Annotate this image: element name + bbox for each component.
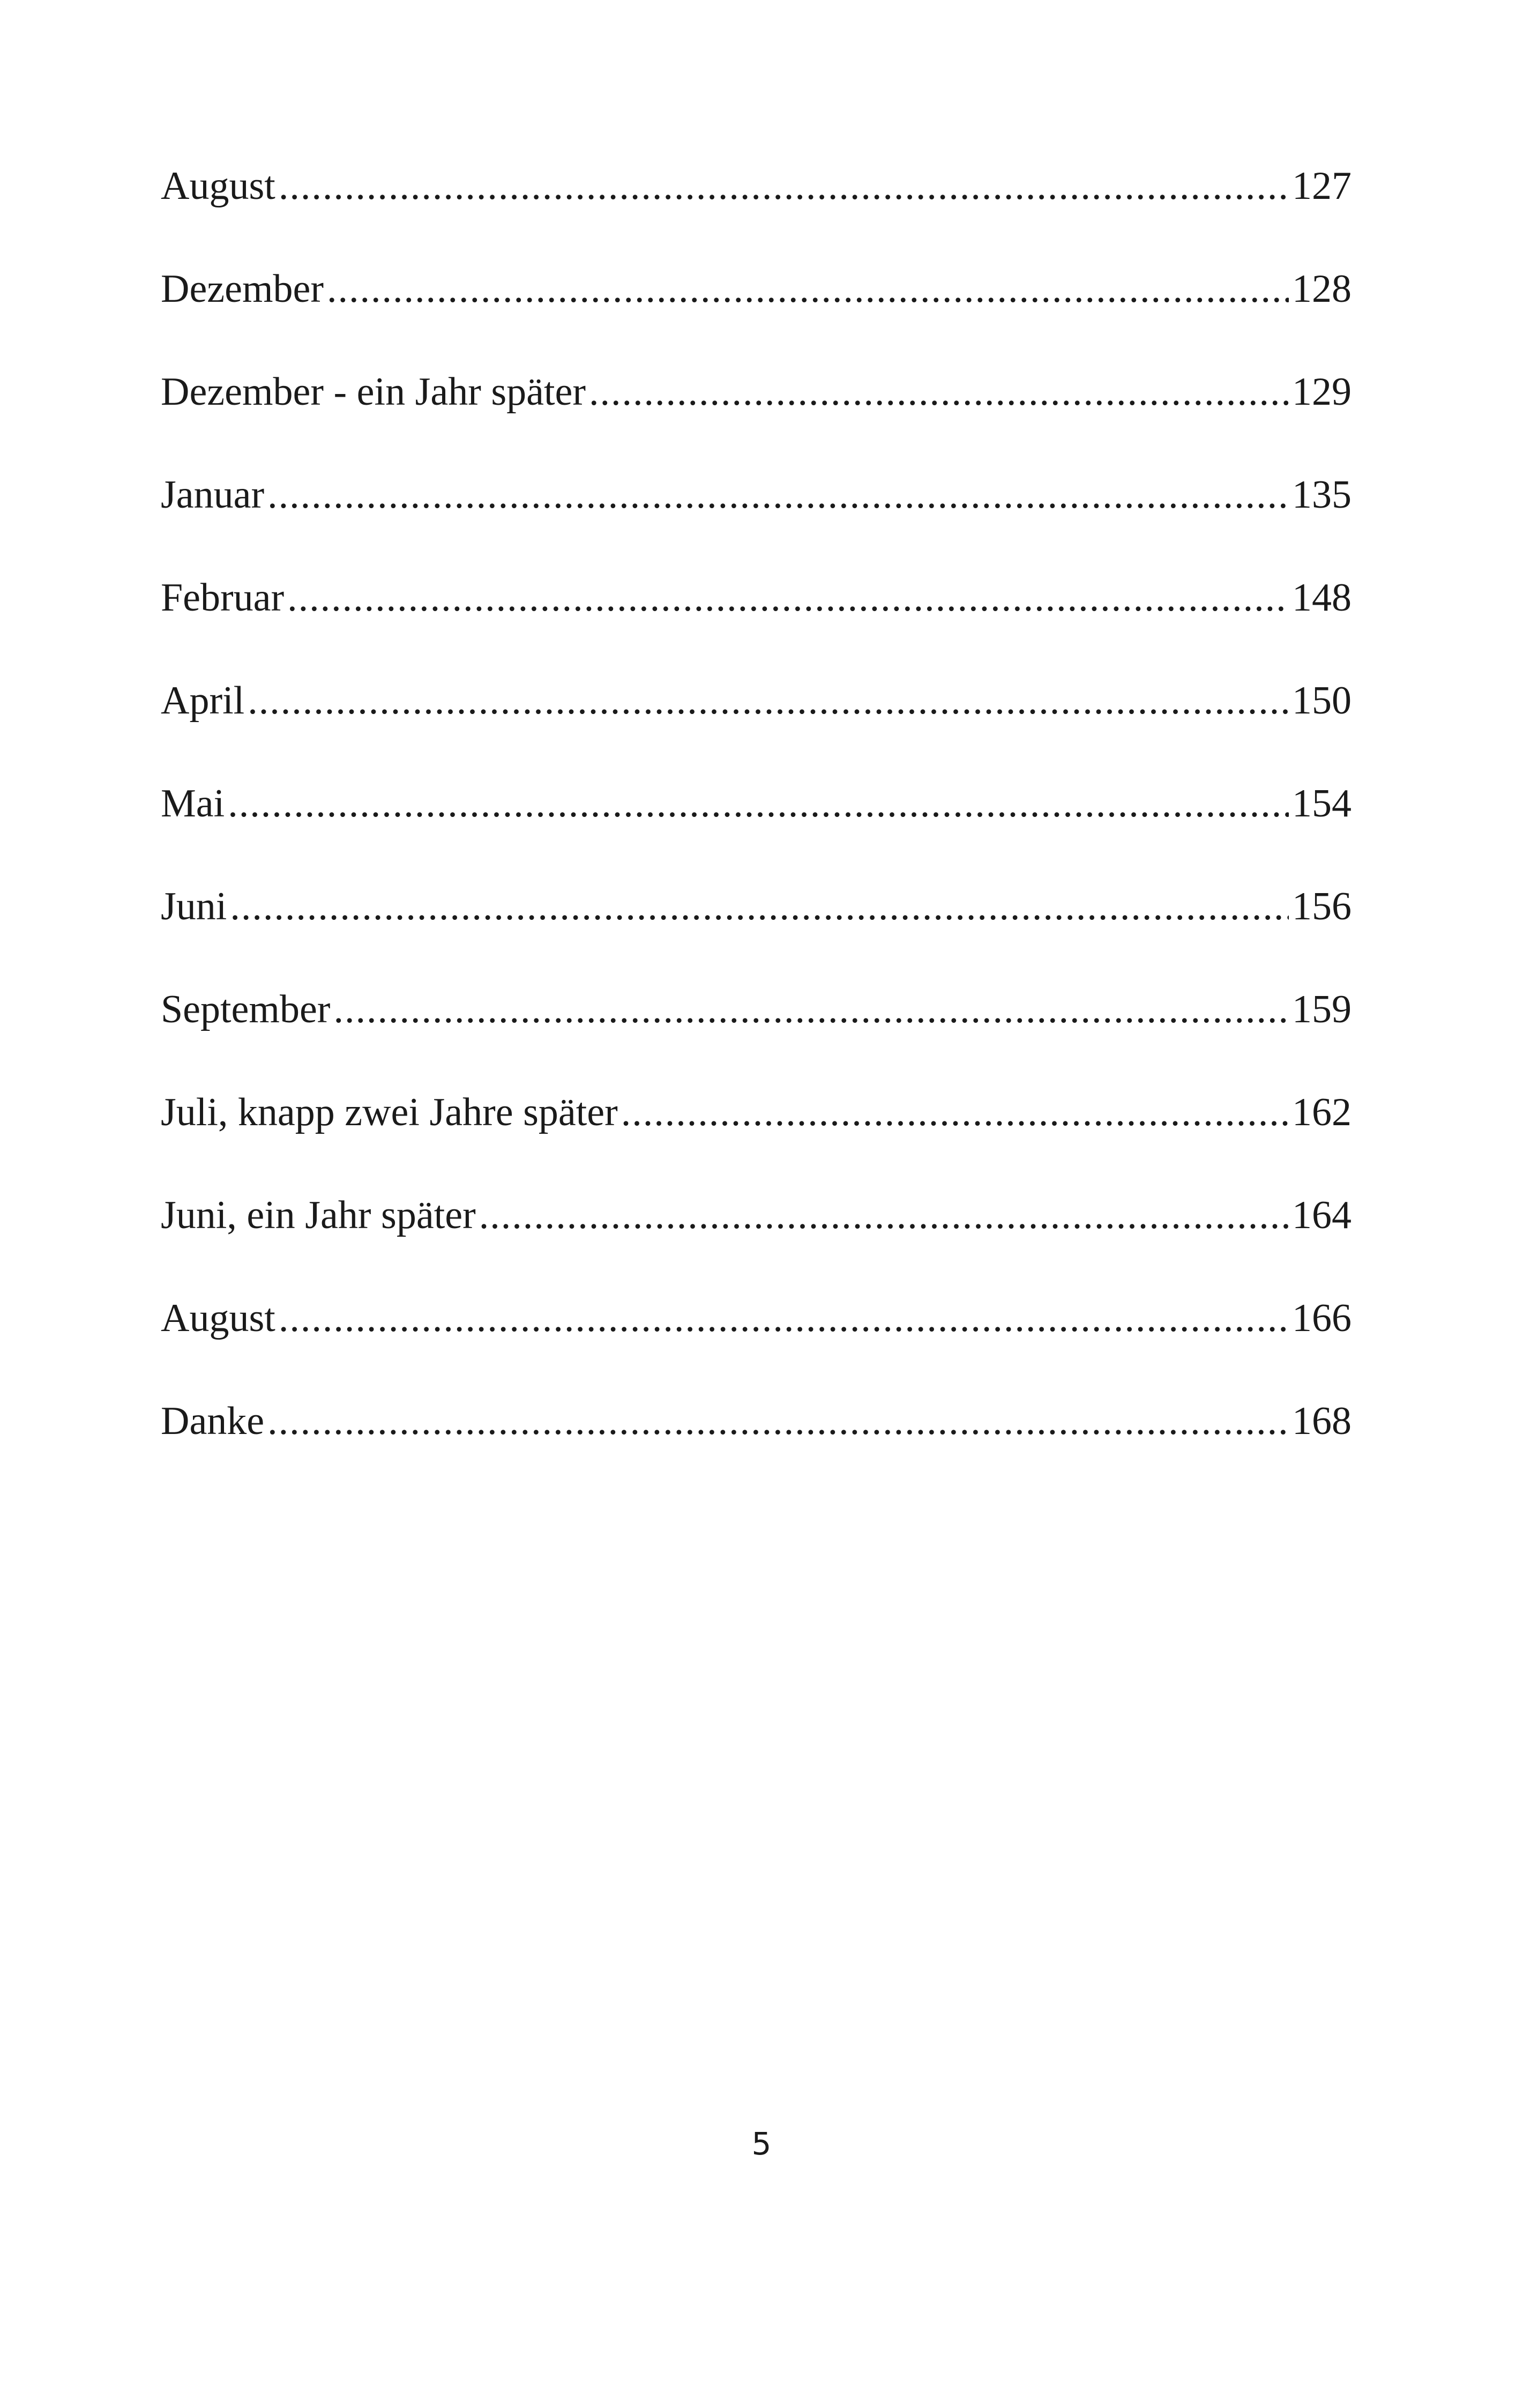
toc-dot-leader	[230, 877, 1289, 936]
toc-dot-leader	[479, 1186, 1289, 1245]
toc-dot-leader	[267, 1392, 1289, 1451]
toc-entry-title: September	[161, 987, 331, 1031]
toc-entry-title: Januar	[161, 473, 265, 517]
toc-entry-page: 129	[1292, 370, 1352, 414]
toc-entry-title: Juli, knapp zwei Jahre später	[161, 1090, 618, 1134]
toc-entry-page: 168	[1292, 1399, 1352, 1443]
toc-entry-title: Dezember	[161, 267, 324, 311]
page-number: 5	[751, 2125, 772, 2162]
toc-entry-page: 127	[1292, 164, 1352, 208]
table-of-contents	[161, 157, 1352, 1495]
toc-entry	[161, 362, 1352, 465]
toc-dot-leader	[228, 774, 1289, 833]
toc-entry-page: 166	[1292, 1296, 1352, 1340]
toc-entry-page: 162	[1292, 1090, 1352, 1134]
toc-entry	[161, 877, 1352, 980]
toc-entry-page: 150	[1292, 679, 1352, 723]
toc-entry	[161, 671, 1352, 774]
toc-entry-title: Mai	[161, 782, 225, 826]
toc-dot-leader	[589, 362, 1289, 421]
toc-entry	[161, 1186, 1352, 1289]
toc-entry-title: August	[161, 1296, 275, 1340]
toc-entry-page: 135	[1292, 473, 1352, 517]
toc-entry-page: 159	[1292, 987, 1352, 1031]
toc-entry	[161, 465, 1352, 568]
toc-dot-leader	[279, 157, 1289, 215]
toc-entry	[161, 1392, 1352, 1495]
toc-entry-title: Danke	[161, 1399, 265, 1443]
toc-entry	[161, 157, 1352, 259]
toc-entry	[161, 568, 1352, 671]
toc-dot-leader	[248, 671, 1289, 730]
toc-entry-title: April	[161, 679, 245, 723]
toc-dot-leader	[621, 1083, 1289, 1142]
toc-entry-title: Dezember - ein Jahr später	[161, 370, 586, 414]
toc-entry-page: 154	[1292, 782, 1352, 826]
toc-entry-page: 148	[1292, 576, 1352, 620]
toc-entry-page: 164	[1292, 1193, 1352, 1237]
toc-entry	[161, 980, 1352, 1083]
toc-dot-leader	[267, 465, 1289, 524]
toc-entry-page: 156	[1292, 885, 1352, 928]
toc-entry	[161, 774, 1352, 877]
toc-dot-leader	[333, 980, 1289, 1039]
toc-dot-leader	[279, 1289, 1289, 1348]
toc-dot-leader	[327, 259, 1289, 318]
toc-entry-title: August	[161, 164, 275, 208]
toc-entry-title: Juni, ein Jahr später	[161, 1193, 476, 1237]
toc-entry-title: Juni	[161, 885, 227, 928]
toc-entry-page: 128	[1292, 267, 1352, 311]
toc-dot-leader	[287, 568, 1289, 627]
toc-entry	[161, 1083, 1352, 1186]
toc-entry-title: Februar	[161, 576, 285, 620]
toc-entry	[161, 1289, 1352, 1392]
toc-entry	[161, 259, 1352, 362]
